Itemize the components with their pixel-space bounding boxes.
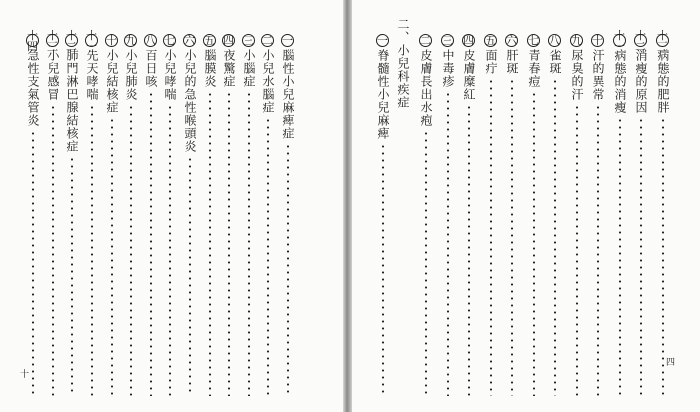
toc-entry [612,28,627,398]
leader-dots [468,104,470,396]
toc-entry [461,34,476,398]
leader-dots [447,91,449,396]
leader-dots [662,117,664,396]
entry-title: 小兒水腦症 [261,49,275,114]
book-gutter [343,0,352,412]
entry-number: 二 [420,34,431,47]
entry-title: 小兒哮喘 [163,49,177,101]
entry-number: 九 [125,34,136,47]
entry-number: 八 [549,34,560,47]
entry-title: 小兒肺炎 [124,49,138,101]
entry-title: 病態的肥胖 [656,49,670,114]
entry-number: 二 [262,34,273,47]
entry-number: 六 [506,34,517,47]
leader-dots [209,91,211,396]
leader-dots [130,104,132,396]
entry-number: 四 [223,34,234,47]
leader-dots [533,91,535,396]
entry-title: 小兒感冒 [46,49,60,101]
entry-title: 夜驚症 [222,49,236,88]
leader-dots [189,156,191,396]
leader-dots [71,156,73,396]
toc-entry [162,34,177,398]
entry-title: 汗的異常 [591,49,605,101]
entry-title: 小兒的急性喉頭炎 [183,49,197,153]
toc-entry [440,34,455,398]
entry-number: 一 [377,34,388,47]
leader-dots [511,78,513,396]
entry-number: 十一 [614,28,625,53]
entry-title: 小腦症 [242,49,256,88]
toc-entry [123,34,138,398]
toc-entry [260,34,275,398]
leader-dots [619,117,621,396]
leader-dots [248,91,250,396]
entry-number: 九 [571,34,582,47]
entry-title: 脊髓性小兒麻痺 [376,49,390,140]
leader-dots [32,130,34,396]
toc-entry [547,34,562,398]
entry-title: 中毒疹 [441,49,455,88]
entry-title: 先天哮喘 [85,49,99,101]
toc-entry [143,34,158,398]
entry-number: 七 [164,34,175,47]
toc-entry [45,28,60,398]
leader-dots [228,91,230,396]
toc-entry [655,28,670,398]
leader-dots [425,130,427,396]
toc-entry [504,34,519,398]
entry-number: 十三 [47,28,58,53]
leader-dots [111,117,113,396]
toc-entry [221,34,236,398]
entry-title: 尿臭的汗 [570,49,584,101]
entry-number: 四 [463,34,474,47]
entry-number: 十 [592,34,603,47]
entry-title: 小兒結核症 [105,49,119,114]
toc-entry [375,34,390,398]
entry-number: 七 [528,34,539,47]
toc-entry [64,28,79,398]
entry-number: 一 [282,34,293,47]
entry-number: 十四 [27,28,38,53]
entry-number: 八 [145,34,156,47]
toc-entry [25,28,40,398]
entry-number: 六 [184,34,195,47]
leader-dots [267,117,269,396]
toc-entry [280,34,295,398]
leader-dots [576,104,578,396]
toc-entry [202,34,217,398]
toc-entry [633,28,648,398]
entry-title: 百日咳 [144,49,158,88]
leader-dots [597,104,599,396]
entry-title: 面疔 [484,49,498,75]
entry-title: 肝斑 [505,49,519,75]
entry-number: 五 [485,34,496,47]
entry-number: 十 [106,34,117,47]
entry-number: 十一 [86,28,97,53]
entry-number: 三 [243,34,254,47]
leader-dots [287,143,289,396]
entry-title: 急性支氣管炎 [26,49,40,127]
entry-title: 腦性小兒麻痺症 [281,49,295,140]
toc-entry [241,34,256,398]
toc-entry [526,34,541,398]
leader-dots [150,91,152,396]
leader-dots [91,104,93,396]
entry-number: 三 [442,34,453,47]
entry-number: 五 [204,34,215,47]
leader-dots [52,104,54,396]
entry-number: 十三 [657,28,668,53]
toc-entry [104,34,119,398]
toc-entry [84,28,99,398]
entry-number: 十二 [635,28,646,53]
leader-dots [554,78,556,396]
toc-entry [590,34,605,398]
entry-title: 消瘦的原因 [634,49,648,114]
left-page-number: 十 [20,370,30,380]
entry-number: 十二 [66,28,77,53]
entry-title: 肺門淋巴腺結核症 [65,49,79,153]
entry-title: 雀斑 [548,49,562,75]
entry-title: 腦膜炎 [203,49,217,88]
toc-entry [418,34,433,398]
section-heading: 二、小兒科疾症 [396,18,410,109]
leader-dots [490,78,492,396]
toc-entry [483,34,498,398]
right-page-number: 四 [666,358,676,368]
entry-title: 皮膚糜紅 [462,49,476,101]
leader-dots [382,143,384,396]
toc-entry [182,34,197,398]
entry-title: 皮膚長出水疱 [419,49,433,127]
leader-dots [169,104,171,396]
entry-title: 青春痘 [527,49,541,88]
leader-dots [640,117,642,396]
entry-title: 病態的消瘦 [613,49,627,114]
toc-entry [569,34,584,398]
